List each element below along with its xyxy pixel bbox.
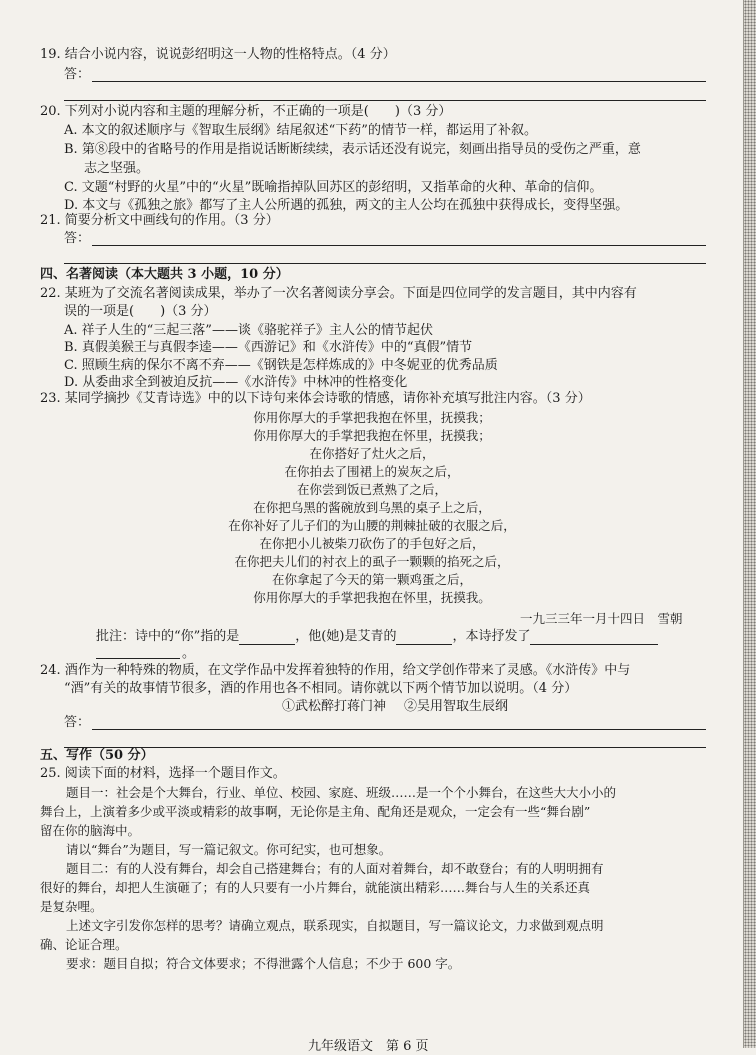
annotation-part-3: ，本诗抒发了	[452, 629, 531, 644]
question-24-line-1: 24. 酒作为一种特殊的物质，在文学作品中发挥着独特的作用，给文学创作带来了灵感。《水浒传》中与	[40, 663, 631, 678]
q24-answer-line-2[interactable]	[64, 747, 706, 748]
poem-line: 在你把夫儿们的衬衣上的虱子一颗颗的掐死之后，	[234, 554, 510, 569]
q19-answer-line-1[interactable]	[92, 81, 706, 82]
q25-line: 是复杂哩。	[40, 899, 103, 914]
question-21: 21. 简要分析文中画线句的作用。（3 分）	[40, 213, 279, 228]
q25-requirements: 要求：题目自拟；符合文体要求；不得泄露个人信息；不少于 600 字。	[66, 956, 461, 971]
q25-line: 确、论证合理。	[40, 937, 128, 952]
annotation-part-1: 批注：诗中的“你”指的是	[96, 629, 240, 644]
q25-line: 留在你的脑海中。	[40, 823, 141, 838]
q25-line: 题目二：有的人没有舞台，却会自己搭建舞台；有的人面对着舞台，却不敢登台；有的人明明拥有	[66, 861, 604, 876]
annotation-part-2: ，他(她)是艾青的	[295, 629, 397, 644]
poem-line: 你用你厚大的手掌把我抱在怀里，抚摸我；	[253, 428, 491, 443]
q25-line: 很好的舞台，却把人生演砸了；有的人只要有一小片舞台，就能演出精彩……舞台与人生的关系还真	[40, 880, 591, 895]
q24-plot-1: ①武松醉打蒋门神	[282, 699, 387, 714]
q24-answer-label: 答：	[64, 715, 91, 730]
question-20: 20. 下列对小说内容和主题的理解分析，不正确的一项是( )（3 分）	[40, 104, 452, 119]
poem-line: 在你拍去了围裙上的炭灰之后，	[284, 464, 460, 479]
q20-option-b: B. 第⑧段中的省略号的作用是指说话断断续续，表示话还没有说完，刻画出指导员的受伤之严重，意	[64, 142, 641, 157]
q22-option-c: C. 照顾生病的保尔不离不弃——《钢铁是怎样炼成的》中冬妮亚的优秀品质	[64, 358, 498, 373]
poem-line: 你用你厚大的手掌把我抱在怀里，抚摸我；	[253, 410, 491, 425]
q22-option-a: A. 祥子人生的“三起三落”——谈《骆驼祥子》主人公的情节起伏	[64, 323, 433, 338]
poem-line: 你用你厚大的手掌把我抱在怀里，抚摸我。	[253, 590, 491, 605]
page-footer: 九年级语文 第 6 页	[308, 1039, 429, 1054]
binding-margin	[743, 0, 756, 1048]
section-4-title: 四、名著阅读（本大题共 3 小题，10 分）	[40, 267, 289, 282]
q19-answer-line-2[interactable]	[64, 100, 706, 101]
poem-date: 一九三三年一月十四日 雪朝	[520, 611, 683, 626]
section-5-title: 五、写作（50 分）	[40, 748, 154, 763]
question-23: 23. 某同学摘抄《艾青诗选》中的以下诗句来体会诗歌的情感，请你补充填写批注内容。（3 分）	[40, 391, 591, 406]
q25-line: 上述文字引发你怎样的思考？请确立观点，联系现实，自拟题目，写一篇议论文，力求做到观点明	[66, 918, 604, 933]
q20-option-a: A. 本文的叙述顺序与《智取生辰纲》结尾叙述“下药”的情节一样，都运用了补叙。	[64, 123, 537, 138]
q23-emotion-line-2[interactable]	[96, 658, 180, 659]
q22-option-d: D. 从委曲求全到被迫反抗——《水浒传》中林冲的性格变化	[64, 375, 408, 390]
q20-option-c: C. 文题“村野的火星”中的“火星”既喻指掉队回苏区的彭绍明，又指革命的火种、革命的信仰。	[64, 180, 603, 195]
poem-line: 在你把乌黑的酱碗放到乌黑的桌子上之后，	[253, 500, 491, 515]
question-24-line-2: “酒”有关的故事情节很多，酒的作用也各不相同。请你就以下两个情节加以说明。（4 分）	[64, 681, 578, 696]
poem-line: 在你尝到饭已煮熟了之后，	[296, 482, 447, 497]
poem-line: 在你补好了儿子们的为山腰的荆棘扯破的衣服之后，	[228, 518, 516, 533]
question-19: 19. 结合小说内容，说说彭绍明这一人物的性格特点。（4 分）	[40, 47, 396, 62]
q19-answer-label: 答：	[64, 67, 91, 82]
poem-line: 在你把小儿被柴刀砍伤了的手包好之后，	[259, 536, 485, 551]
blank-relation[interactable]	[396, 631, 452, 645]
annotation-end: 。	[182, 646, 196, 661]
question-25: 25. 阅读下面的材料，选择一个题目作文。	[40, 766, 286, 781]
q24-answer-line-1[interactable]	[92, 729, 706, 730]
q20-option-d: D. 本文与《孤独之旅》都写了主人公所遇的孤独，两文的主人公均在孤独中获得成长，变得坚强。	[64, 198, 629, 213]
q20-option-b-cont: 志之坚强。	[84, 161, 150, 176]
q22-option-b: B. 真假美猴王与真假李逵——《西游记》和《水浒传》中的“真假”情节	[64, 340, 473, 355]
question-22-line-2: 误的一项是( )（3 分）	[64, 304, 217, 319]
q21-answer-label: 答：	[64, 231, 91, 246]
blank-emotion[interactable]	[530, 631, 658, 645]
q24-plot-2: ②吴用智取生辰纲	[404, 699, 509, 714]
q25-line: 题目一：社会是个大舞台，行业、单位、校园、家庭、班级……是一个个小舞台，在这些大大小小的	[66, 785, 617, 800]
question-22-line-1: 22. 某班为了交流名著阅读成果，举办了一次名著阅读分享会。下面是四位同学的发言题目，其中内容有	[40, 286, 637, 301]
q21-answer-line-2[interactable]	[64, 263, 706, 264]
q25-line: 舞台上，上演着多少或平淡或精彩的故事啊，无论你是主角、配角还是观众，一定会有一些“舞台剧”	[40, 804, 591, 819]
q25-line: 请以“舞台”为题目，写一篇记叙文。你可纪实，也可想象。	[66, 842, 392, 857]
q21-answer-line-1[interactable]	[92, 245, 706, 246]
poem-line: 在你搭好了灶火之后，	[309, 446, 435, 461]
q23-annotation	[96, 628, 658, 645]
poem-line: 在你拿起了今天的第一颗鸡蛋之后，	[271, 572, 472, 587]
blank-who-is-you[interactable]	[239, 631, 295, 645]
